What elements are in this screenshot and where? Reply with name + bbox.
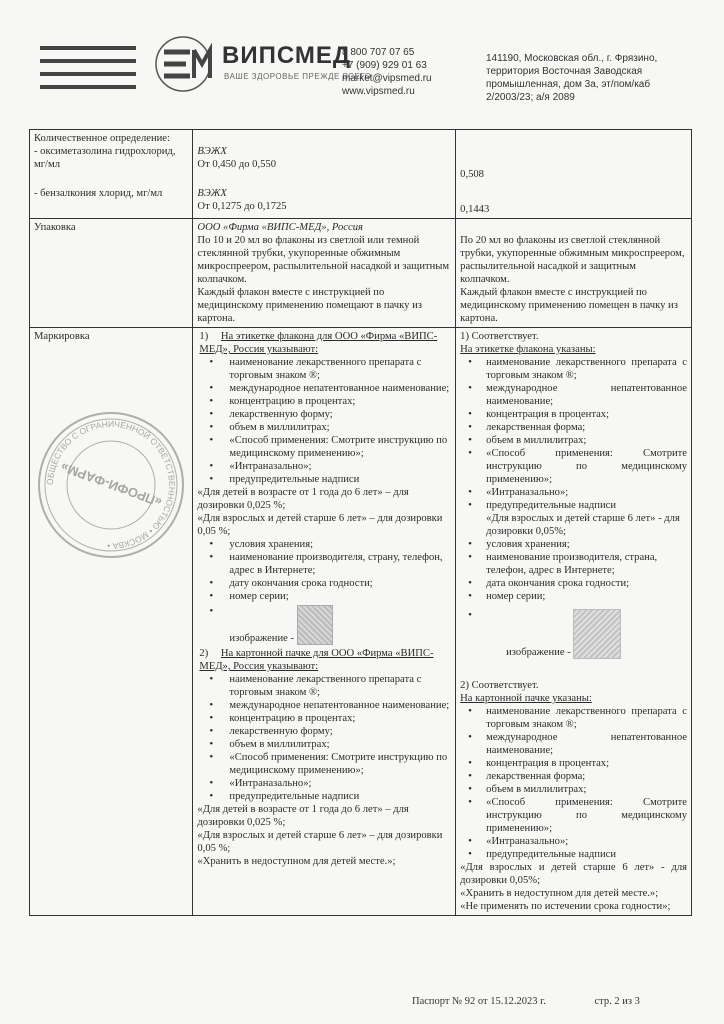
brand-name: ВИПСМЕД <box>222 42 351 69</box>
result-paragraph: Каждый флакон вместе с инструкцией по медицинскому применению помещен в пачку из картона. <box>460 287 678 324</box>
list-item: • объем в миллилитрах; <box>486 783 687 796</box>
row-label-cell <box>30 130 193 219</box>
method-label: ВЭЖХ <box>197 188 227 199</box>
list-item: • «Способ применения: Смотрите инструкцию по медицинскому применению»; <box>229 434 451 460</box>
bullet-list <box>197 538 451 645</box>
section-number: 2) <box>199 648 209 659</box>
label-image-icon <box>297 605 333 645</box>
spec-paragraph: По 10 и 20 мл во флаконы из светлой или темной стеклянной трубки, укупоренные обжимным микроспреером, распылительной насадкой и защитным колпачком. <box>197 235 450 285</box>
list-item: • лекарственную форму; <box>229 725 451 738</box>
section-1-heading <box>197 330 451 356</box>
phone-2: +7 (909) 929 01 63 <box>342 60 427 71</box>
stamp-center-text: «ПРОФИ-ФАРМ» <box>58 459 164 510</box>
row-sublabel: - бензалкония хлорид, мг/мл <box>34 188 163 199</box>
spec-paragraph: Каждый флакон вместе с инструкцией по медицинскому применению помещают в пачку из картона. <box>197 287 422 324</box>
list-item: • предупредительные надписи <box>486 848 687 861</box>
bullet-list <box>460 356 687 512</box>
table-row-quantity <box>30 130 692 219</box>
list-item: • наименование лекарственного препарата с торговым знаком ®; <box>486 705 687 731</box>
address-line: 141190, Московская обл., г. Фрязино, <box>486 53 658 64</box>
list-item: • предупредительные надписи <box>229 790 451 803</box>
result-cell <box>456 130 692 219</box>
row-label: Маркировка <box>34 331 90 342</box>
list-item: • «Интраназально»; <box>229 777 451 790</box>
list-item: • предупредительные надписи <box>229 473 451 486</box>
decorative-stripes <box>40 46 136 98</box>
vipsmed-logo-icon <box>150 36 216 92</box>
page-footer <box>412 996 640 1007</box>
section-number: 1) <box>199 331 209 342</box>
list-item-image <box>229 605 451 645</box>
list-item: • концентрацию в процентах; <box>229 712 451 725</box>
address-block <box>486 52 686 104</box>
row-label: Упаковка <box>34 222 76 233</box>
list-item: • дату окончания срока годности; <box>229 577 451 590</box>
result-cell <box>456 328 692 916</box>
section-title: На картонной пачке для ООО «Фирма «ВИПС-МЕД», Россия указывают: <box>199 648 434 672</box>
row-sublabel: - оксиметазолина гидрохлорид, мг/мл <box>34 146 176 170</box>
result-cell <box>456 219 692 328</box>
list-item: • наименование лекарственного препарата с торговым знаком ®; <box>486 356 687 382</box>
row-label-cell <box>30 219 193 328</box>
list-item: • условия хранения; <box>486 538 687 551</box>
list-item: • международное непатентованное наименование; <box>229 699 451 712</box>
norm-range: От 0,1275 до 0,1725 <box>197 201 287 212</box>
list-item: • наименование производителя, страна, телефон, адрес в Интернете; <box>486 551 687 577</box>
list-item: • объем в миллилитрах; <box>229 421 451 434</box>
page-number: стр. 2 из 3 <box>594 996 640 1007</box>
letterhead <box>0 0 724 120</box>
method-label: ВЭЖХ <box>197 146 227 157</box>
bullet-list <box>197 673 451 803</box>
row-label: Количественное определение: <box>34 133 170 144</box>
result-heading: 2) Соответствует. <box>460 680 539 691</box>
list-item: • наименование лекарственного препарата с торговым знаком ®; <box>229 673 451 699</box>
passport-number: Паспорт № 92 от 15.12.2023 г. <box>412 996 546 1007</box>
section-2-heading <box>197 647 451 673</box>
bullet-list <box>460 705 687 861</box>
warning-text: «Для взрослых и детей старше 6 лет» – для дозировки 0,05 %; <box>197 513 443 537</box>
address-line: 2/2003/23; а/я 2089 <box>486 92 575 103</box>
company-stamp <box>36 410 186 560</box>
list-item: • объем в миллилитрах; <box>486 434 687 447</box>
list-item: • «Способ применения: Смотрите инструкцию по медицинскому применению»; <box>229 751 451 777</box>
norm-range: От 0,450 до 0,550 <box>197 159 277 170</box>
phone-1: 8 800 707 07 65 <box>342 47 415 58</box>
list-item: • условия хранения; <box>229 538 451 551</box>
result-value: 0,1443 <box>460 204 490 215</box>
contacts-block <box>342 46 432 98</box>
spec-cell <box>193 328 456 916</box>
address-line: промышленная, дом 3а, эт/пом/каб <box>486 79 651 90</box>
list-item: • лекарственную форму; <box>229 408 451 421</box>
list-item: • наименование производителя, страну, телефон, адрес в Интернете; <box>229 551 451 577</box>
company-name: ООО «Фирма «ВИПС-МЕД», Россия <box>197 222 363 233</box>
list-item: • лекарственная форма; <box>486 421 687 434</box>
list-item: • концентрация в процентах; <box>486 757 687 770</box>
result-value: 0,508 <box>460 169 484 180</box>
warning-text: «Для взрослых и детей старше 6 лет» – для дозировки 0,05 %; <box>197 830 443 854</box>
stamp-ring-text: ОБЩЕСТВО С ОГРАНИЧЕННОЙ ОТВЕТСТВЕННОСТЬЮ • МОСКВА • <box>44 418 178 552</box>
list-item: • международное непатентованное наименование; <box>229 382 451 395</box>
warning-text: «Для детей в возрасте от 1 года до 6 лет» – для дозировки 0,025 %; <box>197 804 409 828</box>
email: market@vipsmed.ru <box>342 73 432 84</box>
list-item: • концентрацию в процентах; <box>229 395 451 408</box>
bullet-list <box>197 356 451 486</box>
list-item: • международное непатентованное наименование; <box>486 382 687 408</box>
list-item: • дата окончания срока годности; <box>486 577 687 590</box>
list-item: • лекарственная форма; <box>486 770 687 783</box>
list-item: • объем в миллилитрах; <box>229 738 451 751</box>
result-subheading: На картонной пачке указаны: <box>460 693 592 704</box>
list-item: • «Интраназально»; <box>229 460 451 473</box>
bullet-list <box>460 538 687 659</box>
brand-tagline: ВАШЕ ЗДОРОВЬЕ ПРЕЖДЕ ВСЕГО <box>224 72 372 81</box>
spec-cell <box>193 130 456 219</box>
warning-text: «Хранить в недоступном для детей месте.»; <box>460 888 659 899</box>
warning-text: «Для взрослых и детей старше 6 лет» - для дозировки 0,05%; <box>486 513 680 537</box>
list-item: • концентрация в процентах; <box>486 408 687 421</box>
spec-cell <box>193 219 456 328</box>
image-label: изображение - <box>229 633 294 644</box>
list-item: • «Интраназально»; <box>486 835 687 848</box>
warning-text: «Для детей в возрасте от 1 года до 6 лет» – для дозировки 0,025 %; <box>197 487 409 511</box>
section-title: На этикетке флакона для ООО «Фирма «ВИПС-МЕД», Россия указывают: <box>199 331 438 355</box>
list-item: • «Интраназально»; <box>486 486 687 499</box>
label-image-icon <box>573 609 621 659</box>
warning-text: «Для взрослых и детей старше 6 лет» - для дозировки 0,05%; <box>460 862 687 886</box>
list-item-image <box>486 609 687 659</box>
result-paragraph: По 20 мл во флаконы из светлой стеклянной трубки, укупоренные обжимным микроспреером, распылительной насадкой и защитным колпачком. <box>460 235 685 285</box>
image-label: изображение - <box>506 647 571 658</box>
warning-text: «Не применять по истечении срока годности»; <box>460 901 671 912</box>
address-line: территория Восточная Заводская <box>486 66 643 77</box>
website: www.vipsmed.ru <box>342 86 415 97</box>
list-item: • номер серии; <box>486 590 687 603</box>
result-heading: 1) Соответствует. <box>460 331 539 342</box>
list-item: • «Способ применения: Смотрите инструкцию по медицинскому применению»; <box>486 447 687 486</box>
list-item: • номер серии; <box>229 590 451 603</box>
warning-text: «Хранить в недоступном для детей месте.»; <box>197 856 396 867</box>
list-item: • международное непатентованное наименование; <box>486 731 687 757</box>
list-item: • наименование лекарственного препарата с торговым знаком ®; <box>229 356 451 382</box>
table-row-packaging <box>30 219 692 328</box>
list-item: • предупредительные надписи <box>486 499 687 512</box>
result-subheading: На этикетке флакона указаны: <box>460 344 596 355</box>
list-item: • «Способ применения: Смотрите инструкцию по медицинскому применению»; <box>486 796 687 835</box>
